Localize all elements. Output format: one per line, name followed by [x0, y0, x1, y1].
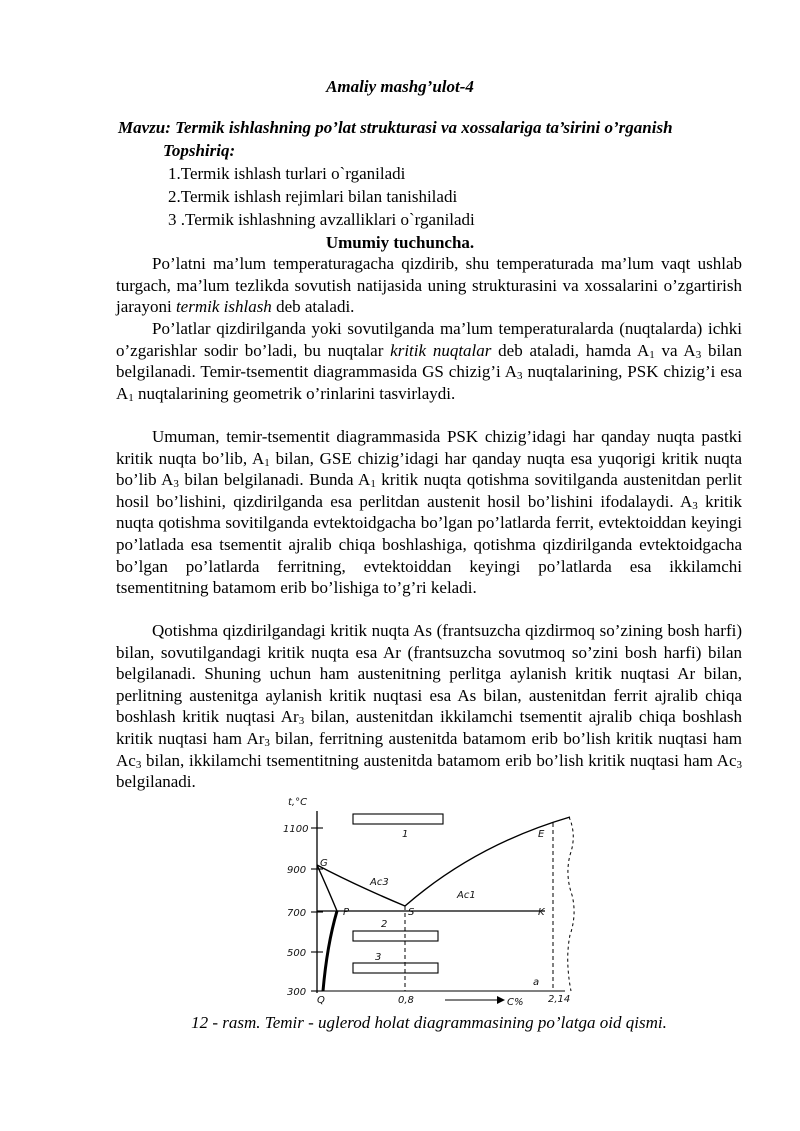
- topic-line: Mavzu: Termik ishlashning po’lat strukturasi va xossalariga ta’sirini o’rganish: [118, 118, 673, 137]
- y-tick-label: 300: [287, 987, 307, 998]
- paragraph-1: Po’latni ma’lum temperaturagacha qizdirib, shu temperaturada ma’lum vaqt ushlab turgach, ma’lum tezlikda sovutish natijasida uning strukturasini va xossalarini o’zgartirish jarayoni termik ishlash deb ataladi.: [116, 254, 742, 317]
- y-tick-label: 1100: [283, 824, 309, 835]
- right-edge: [568, 817, 574, 991]
- section-title: Umumiy tuchuncha.: [325, 233, 475, 252]
- y-tick-label: 700: [287, 908, 307, 919]
- x-axis-label: C%: [507, 997, 524, 1008]
- se-line: [405, 817, 570, 906]
- task-item: 2.Termik ishlash rejimlari bilan tanishiladi: [168, 187, 458, 206]
- ac3-label: Ac3: [370, 877, 389, 888]
- region-label: 1: [402, 829, 409, 840]
- region-rect-3: [353, 963, 438, 973]
- point-q-label: Q: [317, 995, 325, 1006]
- task-heading: Topshiriq:: [163, 141, 236, 160]
- x-tick-label: 2,14: [548, 994, 571, 1005]
- region-label: 3: [375, 952, 382, 963]
- region-label: 2: [381, 919, 388, 930]
- point-k-label: K: [538, 907, 545, 918]
- task-item: 1.Termik ishlash turlari o`rganiladi: [168, 164, 406, 183]
- gp-line: [317, 865, 337, 911]
- point-g-label: G: [320, 858, 328, 869]
- figure-caption: 12 - rasm. Temir - uglerod holat diagrammasining po’latga oid qismi.: [191, 1013, 667, 1032]
- ac1-label: Ac1: [457, 890, 476, 901]
- y-axis-label: t,°C: [288, 797, 308, 808]
- paragraph-3: Umuman, temir-tsementit diagrammasida PSK chizig’idagi har qanday nuqta pastki kritik nuqta bo’lib, $A_1$ bilan, GSE chizig’idagi har qanday nuqta esa yuqorigi kritik nuqta bo’lib $A_3$ bilan belgilanadi. Bunda $A_1$ kritik nuqta qotishma sovitilganda austenitdan perlit hosil bo’lishini, qizdirilganda esa perlitdan austenit hosil bo’lishini ifodalaydi. $A_3$ kritik nuqta qotishma sovitilganda evtektoidgacha bo’lgan po’latlarda ferrit, evtektoiddan keyingi po’latlada esa tsementit ajralib chiqa boshlashiga, qotishma qizdirilganda evtektoidgacha bo’lgan po’latlarda ferritning, evtektoiddan keyingi po’latlarda esa ikkilamchi tsementitning batamom erib bo’lishiga to’g’ri keladi.: [116, 427, 743, 598]
- pq-line: [323, 911, 337, 991]
- point-s-label: S: [408, 907, 415, 918]
- point-e-label: E: [538, 829, 545, 840]
- gs-line: [317, 865, 405, 906]
- page-title: Amaliy mashg’ulot-4: [326, 77, 474, 96]
- point-a-label: a: [533, 977, 540, 988]
- paragraph-2: Po’latlar qizdirilganda yoki sovutilganda ma’lum temperaturalarda (nuqtalarda) ichki o’zgarishlar sodir bo’ladi, bu nuqtalar kritik nuqtalar deb ataladi, hamda $A_1$ va $A_3$ bilan belgilanadi. Temir-tsementit diagrammasida GS chizig’i $A_3$ nuqtalarining, PSK chizig’i esa $A_1$ nuqtalarining geometrik o’rinlarini tasvirlaydi.: [116, 319, 742, 404]
- task-item: 3 .Termik ishlashning avzalliklari o`rganiladi: [168, 210, 475, 229]
- paragraph-4: Qotishma qizdirilgandagi kritik nuqta As (frantsuzcha qizdirmoq so’zining bosh harfi) bilan, sovutilgandagi kritik nuqta esa Ar (frantsuzcha sovutmoq so’zini bosh harfi) bilan belgilanadi. Shuning uchun ham austenitning perlitga aylanish kritik nuqtasi Ar bilan, perlitning austenitga aylanish kritik nuqtasi esa As bilan, austenitdan ferrit ajralib chiqa boshlash kritik nuqtasi $Ar_3$ bilan, austenitdan ikkilamchi tsementit ajralib chiqa boshlash kritik nuqtasi ham $Ar_3$ bilan, ferritning austenitda batamom erib bo’lish kritik nuqtasi ham $Ac_3$ bilan, ikkilamchi tsementitning austenitda batamom erib bo’lish kritik nuqtasi ham $Ac_3$ belgilanadi.: [116, 621, 742, 792]
- fe-c-diagram: [275, 795, 585, 1010]
- x-arrow-head: [497, 996, 505, 1004]
- x-tick-label: 0,8: [398, 995, 414, 1006]
- point-p-label: P: [343, 907, 350, 918]
- y-tick-label: 500: [287, 948, 307, 959]
- region-rect-1: [353, 814, 443, 824]
- region-rect-2: [353, 931, 438, 941]
- y-tick-label: 900: [287, 865, 307, 876]
